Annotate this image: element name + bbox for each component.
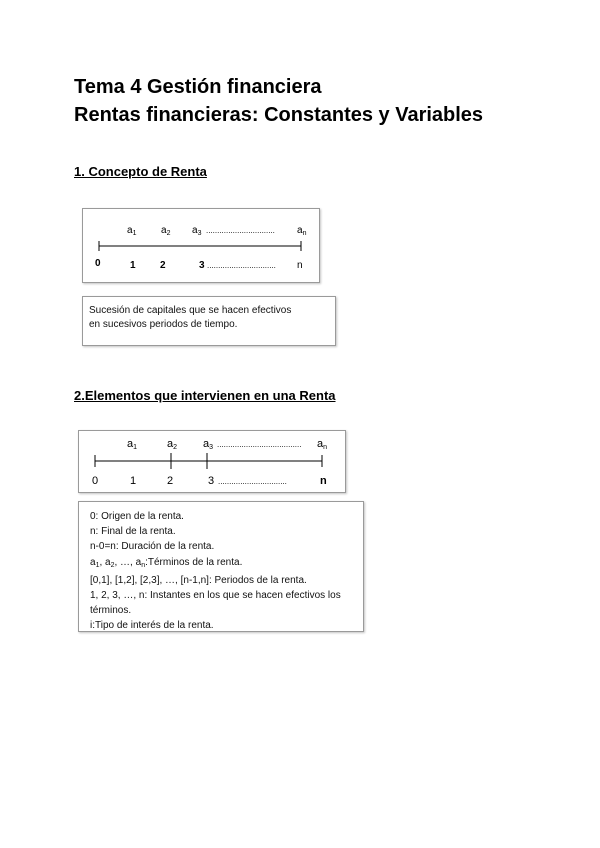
term-a3-label: $a_3$ (192, 225, 202, 237)
point-3-label: 3 (199, 260, 205, 271)
terms-dots: ...................................... (217, 440, 302, 449)
point-n-label: n (297, 260, 303, 271)
item-terms: $a_1$, $a_2$, …, $a_n:Términos$ de la renta. (90, 556, 243, 569)
point-0-label: 0 (95, 258, 101, 269)
point-n-label: n (320, 475, 327, 487)
timeline-diagram-2 (79, 431, 347, 494)
term-a3-label: a3 (203, 438, 214, 451)
section-heading-elements: 2.Elementos que intervienen en una Renta (74, 388, 336, 403)
timeline-diagram-1 (83, 209, 321, 284)
point-1-label: 1 (130, 475, 137, 487)
points-dots: ............................... (207, 261, 276, 270)
definition-text (89, 304, 291, 332)
elements-box (78, 501, 364, 632)
elements-list (90, 509, 341, 634)
document-title: Tema 4 Gestión financiera (74, 76, 322, 98)
item-periods: [0,1], [1,2], [2,3], …, [n-1,n]: Periodos de la renta. (90, 574, 307, 586)
document-subtitle: Rentas financieras: Constantes y Variables (74, 104, 484, 126)
item-instants-line-2: términos. (90, 605, 132, 617)
term-a1-label: $a_1$ (127, 225, 137, 237)
terms-dots: ............................... (206, 226, 275, 235)
definition-line-2: en sucesivos periodos de tiempo. (89, 319, 238, 330)
timeline-figure-1 (82, 208, 320, 283)
definition-line-1: Sucesión de capitales que se hacen efectivos (89, 305, 292, 316)
point-2-label: 2 (160, 260, 166, 271)
term-an-label: an (317, 438, 328, 451)
term-an-label: $a_n$ (297, 225, 307, 237)
timeline-figure-2 (78, 430, 346, 493)
point-3-label: 3 (208, 475, 215, 487)
point-1-label: 1 (130, 260, 136, 271)
point-0-label: 0 (92, 475, 99, 487)
item-end: n: Final de la renta. (90, 526, 176, 538)
term-a2-label: a2 (167, 438, 178, 451)
points-dots: ............................... (218, 477, 287, 486)
item-instants-line-1: 1, 2, 3, …, n: Instantes en los que se hacen efectivos los (90, 590, 341, 602)
item-origin: 0: Origen de la renta. (90, 511, 184, 522)
section-heading-concept: 1. Concepto de Renta (74, 164, 207, 179)
term-a2-label: $a_2$ (161, 225, 171, 237)
item-duration: n-0=n: Duración de la renta. (90, 541, 215, 553)
point-2-label: 2 (167, 475, 174, 487)
definition-box (82, 296, 336, 346)
item-rate: i:Tipo de interés de la renta. (90, 620, 214, 632)
term-a1-label: a1 (127, 438, 138, 451)
